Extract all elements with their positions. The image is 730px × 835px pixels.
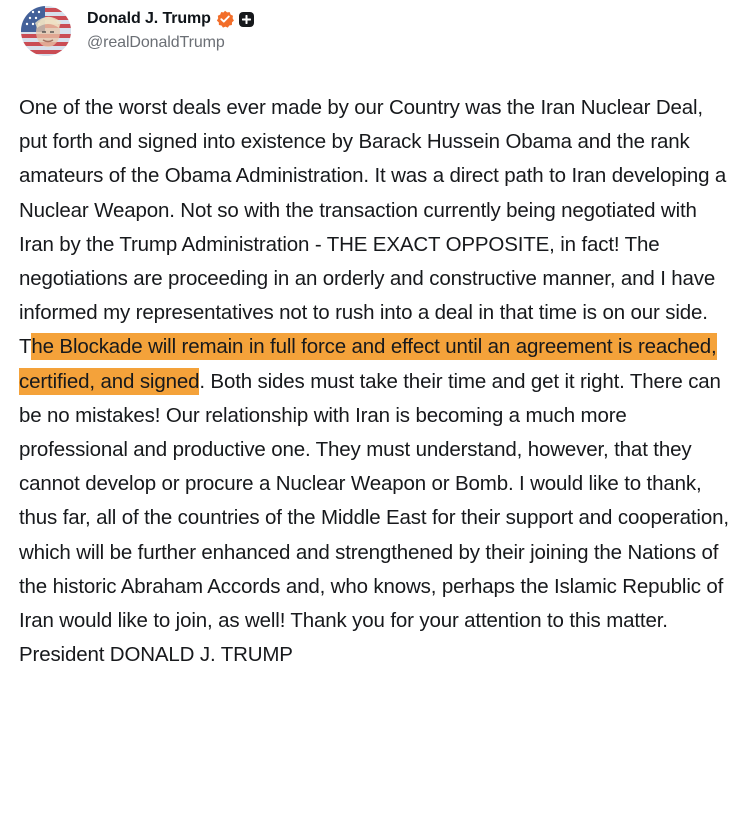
highlighted-text: he Blockade will remain in full force and effect until an agreement is reached, certified, and signed: [19, 335, 717, 393]
verified-badge-icon: [216, 10, 234, 28]
post-header: [21, 6, 255, 58]
author-handle[interactable]: @realDonaldTrump: [87, 34, 225, 51]
author-identity: [87, 6, 255, 52]
name-row: [87, 8, 255, 30]
avatar-image: [21, 6, 71, 56]
post-text-before-highlight: One of the worst deals ever made by our Country was the Iran Nuclear Deal, put forth and signed into existence by Barack Hussein Obama and the rank amateurs of the Obama Administration. It was a direct path to Iran developing a Nuclear Weapon. Not so with the transaction currently being negotiated with Iran by the Trump Administration - THE EXACT OPPOSITE, in fact! The negotiations are proceeding in an orderly and constructive manner, and I have informed my representatives not to rush into a deal in that time is on our side. T: [19, 96, 727, 359]
plus-square-icon[interactable]: [238, 11, 255, 28]
post-body: [19, 91, 729, 672]
author-display-name[interactable]: Donald J. Trump: [87, 10, 211, 27]
post-text: [19, 91, 729, 672]
post-text-after-highlight: . Both sides must take their time and get it right. There can be no mistakes! Our relationship with Iran is becoming a much more professional and productive one. They must understand, however, that they cannot develop or procure a Nuclear Weapon or Bomb. I would like to thank, thus far, all of the countries of the Middle East for their support and cooperation, which will be further enhanced and strengthened by their joining the Nations of the historic Abraham Accords and, who knows, perhaps the Islamic Republic of Iran would like to join, as well! Thank you for your attention to this matter. President DONALD J. TRUMP: [19, 369, 729, 667]
avatar[interactable]: [21, 6, 71, 56]
